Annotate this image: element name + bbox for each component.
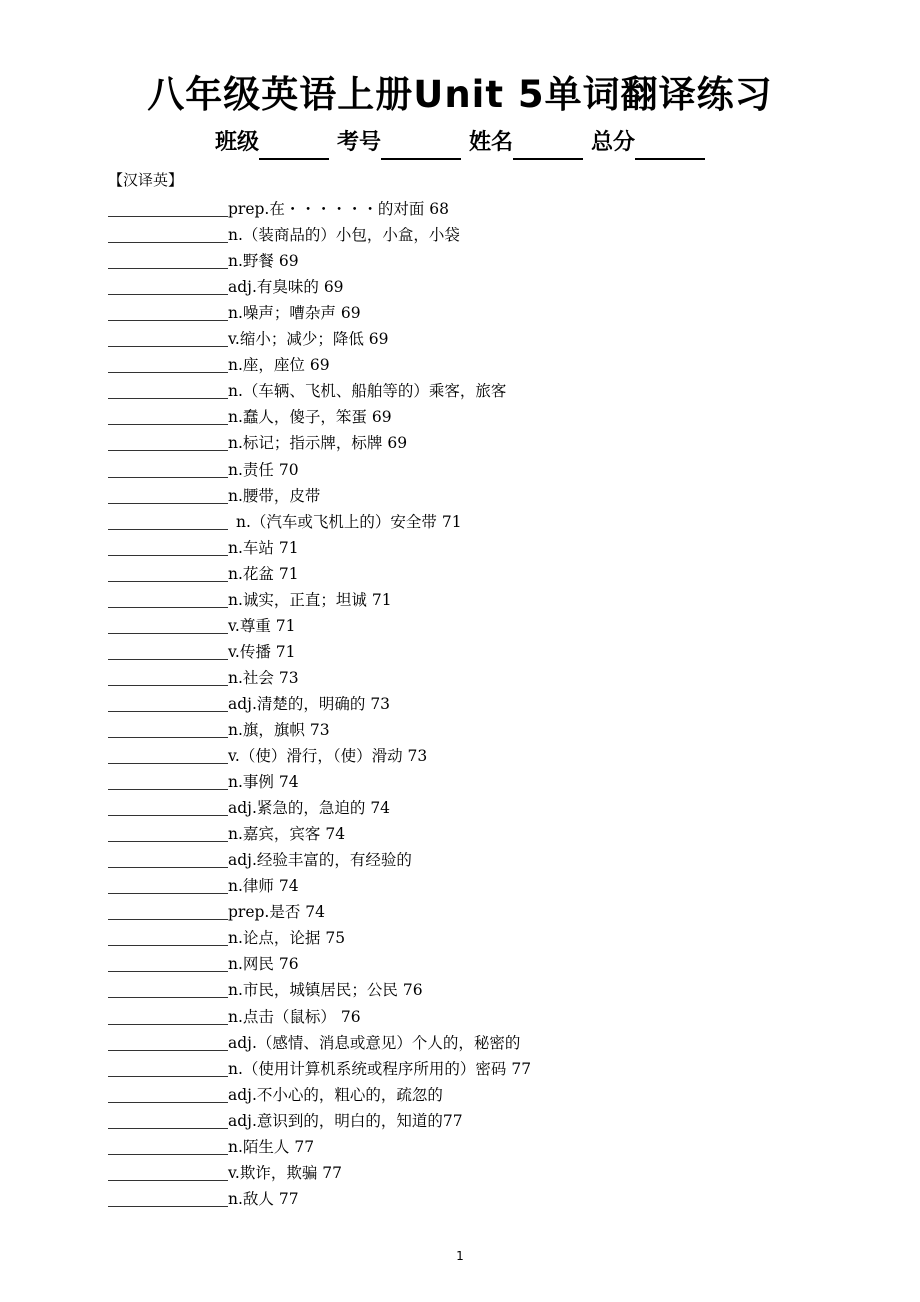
vocab-definition: adj.不小心的，粗心的，疏忽的 xyxy=(228,1085,443,1104)
answer-blank[interactable] xyxy=(108,371,228,373)
answer-blank[interactable] xyxy=(108,996,228,998)
vocab-definition: n.陌生人 77 xyxy=(228,1137,315,1156)
vocab-definition: n.责任 70 xyxy=(228,460,299,479)
answer-blank[interactable] xyxy=(108,736,228,738)
vocab-item xyxy=(108,350,868,376)
vocab-definition: n.（使用计算机系统或程序所用的）密码 77 xyxy=(228,1059,532,1078)
vocab-item xyxy=(108,585,868,611)
vocab-definition: n.敌人 77 xyxy=(228,1189,299,1208)
vocab-item xyxy=(108,741,868,767)
exam-number-label: 考号 xyxy=(336,130,381,155)
vocab-item xyxy=(108,1158,868,1184)
answer-blank[interactable] xyxy=(108,944,228,946)
vocab-definition: n.腰带，皮带 xyxy=(228,486,321,505)
answer-blank[interactable] xyxy=(108,215,228,217)
class-blank[interactable] xyxy=(259,132,329,160)
vocab-item xyxy=(108,246,868,272)
answer-blank[interactable] xyxy=(108,1153,228,1155)
vocab-definition: adj.意识到的，明白的，知道的77 xyxy=(228,1111,463,1130)
answer-blank[interactable] xyxy=(108,319,228,321)
answer-blank[interactable] xyxy=(108,684,228,686)
answer-blank[interactable] xyxy=(108,970,228,972)
answer-blank[interactable] xyxy=(108,1049,228,1051)
vocab-definition: n.蠢人，傻子，笨蛋 69 xyxy=(228,408,392,427)
answer-blank[interactable] xyxy=(108,449,228,451)
answer-blank[interactable] xyxy=(108,554,228,556)
vocab-item xyxy=(108,845,868,871)
vocab-item xyxy=(108,559,868,585)
answer-blank[interactable] xyxy=(108,397,228,399)
vocab-definition: n.事例 74 xyxy=(228,773,299,792)
vocab-item xyxy=(108,507,868,533)
vocab-definition: n.（汽车或飞机上的）安全带 71 xyxy=(236,512,462,531)
vocab-definition: n.野餐 69 xyxy=(228,252,299,271)
answer-blank[interactable] xyxy=(108,762,228,764)
vocab-item xyxy=(108,1106,868,1132)
vocab-item xyxy=(108,1080,868,1106)
vocab-definition: prep.在・・・・・・的对面 68 xyxy=(228,200,450,219)
score-blank[interactable] xyxy=(635,132,705,160)
answer-blank[interactable] xyxy=(108,632,228,634)
vocab-item xyxy=(108,689,868,715)
vocab-definition: prep.是否 74 xyxy=(228,903,326,922)
vocab-definition: v.欺诈，欺骗 77 xyxy=(228,1163,342,1182)
vocab-item xyxy=(108,819,868,845)
answer-blank[interactable] xyxy=(108,241,228,243)
vocab-definition: v.传播 71 xyxy=(228,642,296,661)
student-info-line xyxy=(0,126,920,160)
answer-blank[interactable] xyxy=(108,267,228,269)
score-label: 总分 xyxy=(591,130,636,155)
vocab-item xyxy=(108,454,868,480)
vocab-definition: n.市民，城镇居民；公民 76 xyxy=(228,981,423,1000)
vocab-definition: adj.紧急的，急迫的 74 xyxy=(228,799,391,818)
vocab-definition: n.社会 73 xyxy=(228,668,299,687)
answer-blank[interactable] xyxy=(108,840,228,842)
answer-blank[interactable] xyxy=(108,345,228,347)
vocab-item xyxy=(108,611,868,637)
vocab-definition: n.花盆 71 xyxy=(228,564,299,583)
vocab-item xyxy=(108,324,868,350)
page-title: 八年级英语上册Unit 5单词翻译练习 xyxy=(147,73,773,116)
vocab-item xyxy=(108,1028,868,1054)
vocab-definition: n.旗，旗帜 73 xyxy=(228,720,330,739)
answer-blank[interactable] xyxy=(108,502,228,504)
vocab-definition: adj.有臭味的 69 xyxy=(228,278,344,297)
answer-blank[interactable] xyxy=(108,423,228,425)
answer-blank[interactable] xyxy=(108,1023,228,1025)
answer-blank[interactable] xyxy=(108,658,228,660)
exam-number-blank[interactable] xyxy=(381,132,461,160)
vocab-item xyxy=(108,715,868,741)
answer-blank[interactable] xyxy=(108,710,228,712)
vocab-definition: n.诚实，正直；坦诚 71 xyxy=(228,590,392,609)
page-number: 1 xyxy=(456,1249,464,1263)
vocab-item xyxy=(108,533,868,559)
vocab-item xyxy=(108,481,868,507)
vocab-definition: n.点击（鼠标） 76 xyxy=(228,1007,361,1026)
answer-blank[interactable] xyxy=(108,918,228,920)
vocab-item xyxy=(108,428,868,454)
answer-blank[interactable] xyxy=(108,1179,228,1181)
answer-blank[interactable] xyxy=(108,580,228,582)
vocab-item xyxy=(108,793,868,819)
answer-blank[interactable] xyxy=(108,1127,228,1129)
name-label: 姓名 xyxy=(469,130,514,155)
answer-blank[interactable] xyxy=(108,866,228,868)
vocab-definition: adj.（感情、消息或意见）个人的，秘密的 xyxy=(228,1033,521,1052)
vocab-definition: v.缩小；减少；降低 69 xyxy=(228,330,389,349)
answer-blank[interactable] xyxy=(108,1101,228,1103)
vocab-definition: n.座，座位 69 xyxy=(228,356,330,375)
vocab-item xyxy=(108,637,868,663)
vocab-item xyxy=(108,663,868,689)
vocab-definition: n.嘉宾，宾客 74 xyxy=(228,825,346,844)
vocab-item xyxy=(108,220,868,246)
vocab-item xyxy=(108,376,868,402)
answer-blank[interactable] xyxy=(108,892,228,894)
answer-blank[interactable] xyxy=(108,1205,228,1207)
answer-blank[interactable] xyxy=(108,293,228,295)
vocab-item xyxy=(108,923,868,949)
vocabulary-list xyxy=(108,194,868,1210)
vocab-definition: n.车站 71 xyxy=(228,538,299,557)
name-blank[interactable] xyxy=(513,132,583,160)
vocab-definition: adj.清楚的，明确的 73 xyxy=(228,694,391,713)
answer-blank[interactable] xyxy=(108,1075,228,1077)
vocab-item xyxy=(108,975,868,1001)
vocab-item xyxy=(108,298,868,324)
vocab-item xyxy=(108,272,868,298)
vocab-item xyxy=(108,1132,868,1158)
vocab-item xyxy=(108,402,868,428)
vocab-definition: n.律师 74 xyxy=(228,877,299,896)
vocab-item xyxy=(108,194,868,220)
vocab-item xyxy=(108,871,868,897)
section-label: 【汉译英】 xyxy=(108,171,184,189)
vocab-item xyxy=(108,767,868,793)
vocab-definition: n.噪声；嘈杂声 69 xyxy=(228,304,361,323)
vocab-definition: v.（使）滑行，（使）滑动 73 xyxy=(228,747,428,766)
vocab-definition: n.（装商品的）小包，小盒，小袋 xyxy=(228,226,460,245)
answer-blank[interactable] xyxy=(108,528,228,530)
vocab-definition: adj.经验丰富的，有经验的 xyxy=(228,851,412,870)
answer-blank[interactable] xyxy=(108,606,228,608)
vocab-definition: n.标记；指示牌，标牌 69 xyxy=(228,434,408,453)
vocab-definition: n.论点，论据 75 xyxy=(228,929,346,948)
answer-blank[interactable] xyxy=(108,476,228,478)
vocab-definition: n.（车辆、飞机、船舶等的）乘客，旅客 xyxy=(228,382,507,401)
vocab-item xyxy=(108,1001,868,1027)
vocab-definition: v.尊重 71 xyxy=(228,616,296,635)
vocab-item xyxy=(108,897,868,923)
vocab-item xyxy=(108,1184,868,1210)
answer-blank[interactable] xyxy=(108,788,228,790)
answer-blank[interactable] xyxy=(108,814,228,816)
vocab-item xyxy=(108,949,868,975)
vocab-item xyxy=(108,1054,868,1080)
vocab-definition: n.网民 76 xyxy=(228,955,299,974)
class-label: 班级 xyxy=(214,130,259,155)
